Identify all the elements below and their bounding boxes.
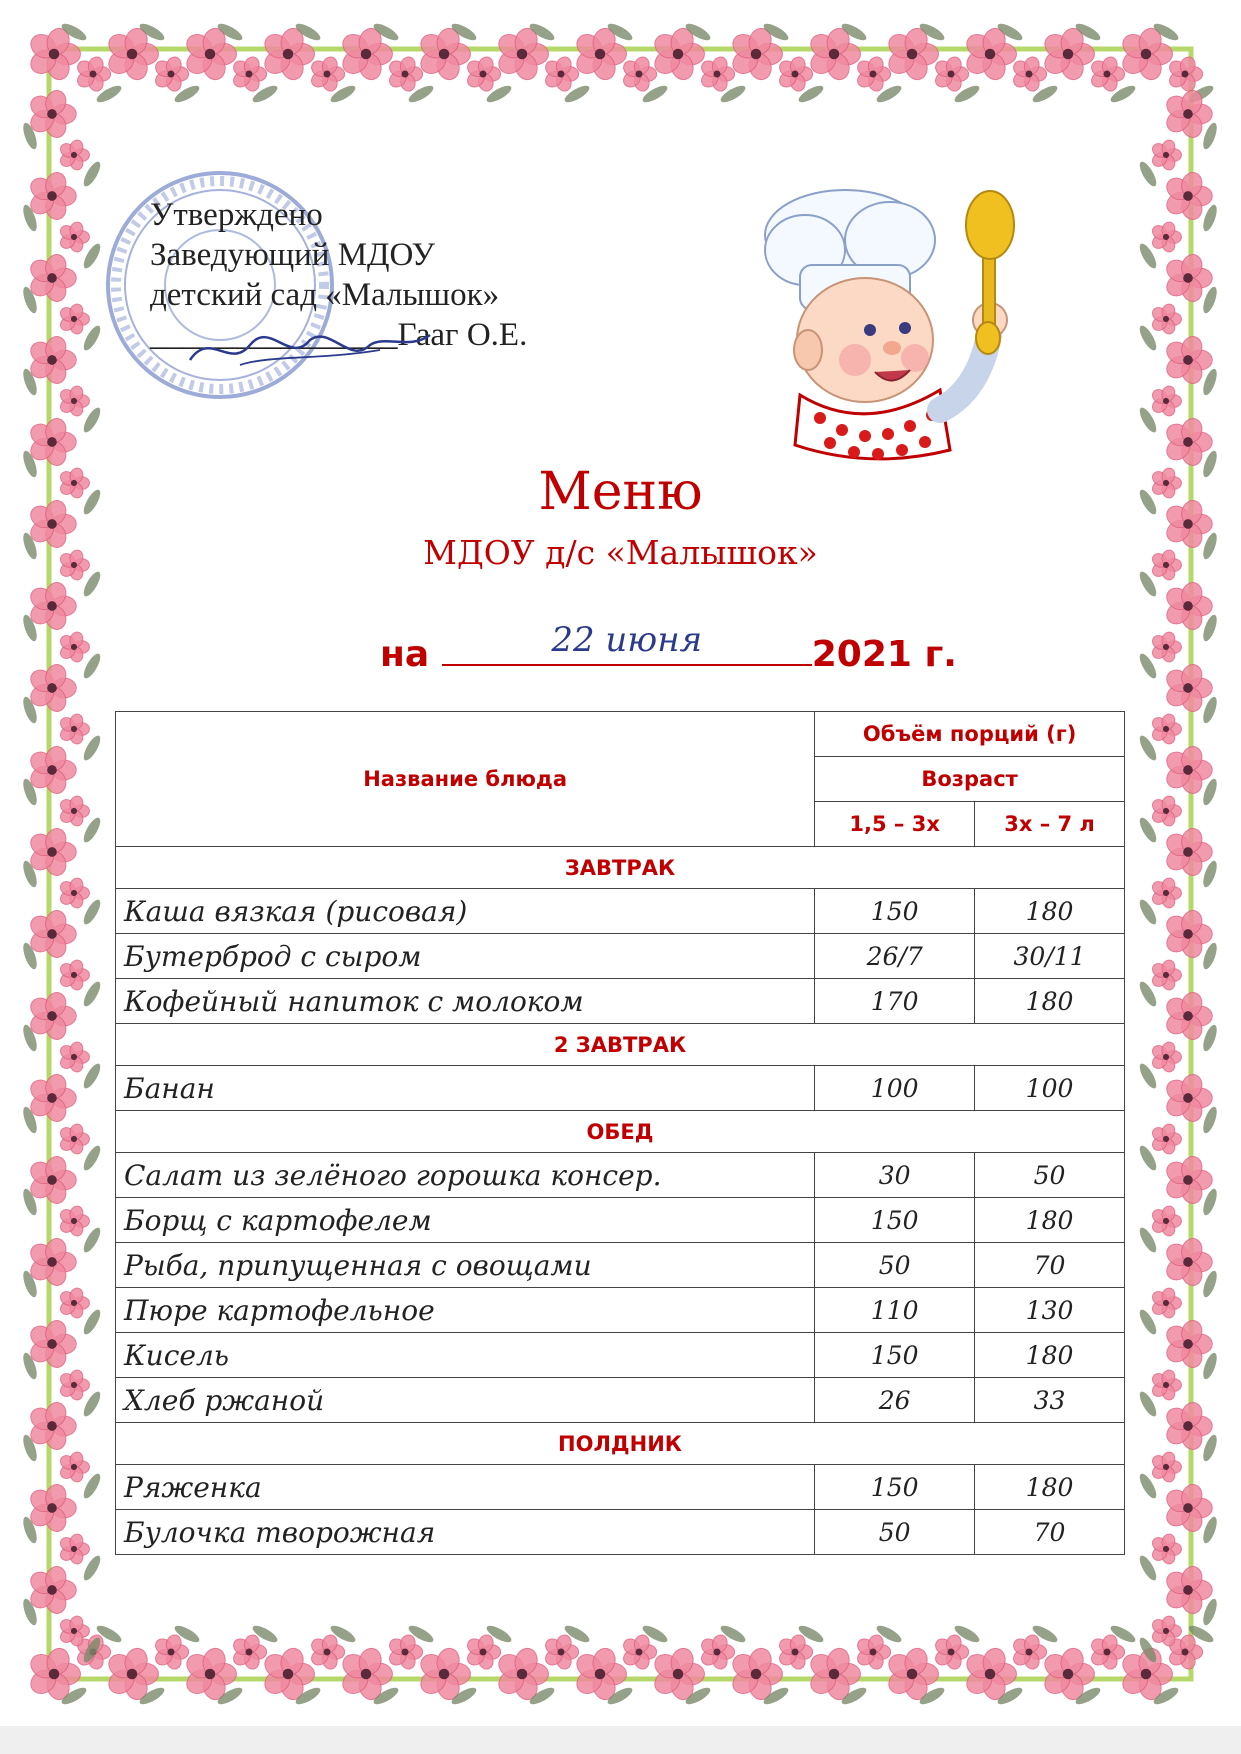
table-row (116, 979, 1125, 1024)
flower (1150, 220, 1182, 253)
table-header-row (116, 712, 1125, 757)
portion-old-cell: 180 (975, 1465, 1125, 1510)
dish-name-cell: Рыба, припущенная с овощами (116, 1243, 815, 1288)
portion-young-cell: 26 (815, 1378, 975, 1423)
table-row (116, 1153, 1125, 1198)
portion-young-cell: 150 (815, 1198, 975, 1243)
flower (309, 1633, 345, 1671)
flower (58, 712, 90, 745)
leaf (81, 1225, 104, 1254)
flower (1150, 1532, 1182, 1565)
chef-illustration (750, 180, 1080, 480)
table-row (116, 1243, 1125, 1288)
leaf (81, 1061, 104, 1090)
leaf (1201, 1105, 1220, 1135)
leaf (1201, 121, 1220, 151)
flower (1163, 1154, 1213, 1206)
leaf (81, 815, 104, 844)
leaf (81, 405, 104, 434)
leaf (1201, 367, 1220, 397)
flower (1163, 580, 1213, 632)
flower (1150, 1040, 1182, 1073)
leaf (1201, 1187, 1220, 1217)
flower (933, 55, 969, 93)
table-row (116, 1333, 1125, 1378)
dish-name-cell: Салат из зелёного горошка консер. (116, 1153, 815, 1198)
leaf (1201, 941, 1220, 971)
flower (621, 1633, 657, 1671)
flower (1150, 384, 1182, 417)
flower (699, 55, 735, 93)
portion-young-cell: 150 (815, 1465, 975, 1510)
flower (465, 1633, 501, 1671)
leaf (1201, 285, 1220, 315)
flower (1150, 876, 1182, 909)
flower (27, 826, 77, 878)
flower (1163, 334, 1213, 386)
dish-name-cell: Бутерброд с сыром (116, 934, 815, 979)
flower (1150, 794, 1182, 827)
flower (1089, 55, 1125, 93)
portion-old-cell: 180 (975, 1198, 1125, 1243)
flower (855, 55, 891, 93)
flower (58, 630, 90, 663)
header-age-old: 3х – 7 л (975, 802, 1125, 847)
flower (1150, 1368, 1182, 1401)
table-row (116, 1378, 1125, 1423)
header-age-young: 1,5 – 3х (815, 802, 975, 847)
flower (1011, 1633, 1047, 1671)
flower (27, 990, 77, 1042)
flower (27, 252, 77, 304)
flower (1163, 170, 1213, 222)
flower (58, 1450, 90, 1483)
portion-old-cell: 70 (975, 1510, 1125, 1555)
portion-young-cell: 150 (815, 889, 975, 934)
flower (933, 1633, 969, 1671)
flower (1163, 1482, 1213, 1534)
approval-line-approved: Утверждено (150, 197, 323, 233)
flower (75, 55, 111, 93)
dish-name-cell: Пюре картофельное (116, 1288, 815, 1333)
flower (231, 55, 267, 93)
portion-old-cell: 180 (975, 1333, 1125, 1378)
portion-old-cell: 33 (975, 1378, 1125, 1423)
dish-name-cell: Кофейный напиток с молоком (116, 979, 815, 1024)
flower (1163, 1318, 1213, 1370)
date-blank (442, 620, 812, 666)
portion-old-cell: 130 (975, 1288, 1125, 1333)
section-row (116, 847, 1125, 889)
flower (58, 1122, 90, 1155)
flower (1163, 744, 1213, 796)
flower (1163, 826, 1213, 878)
menu-title: Меню (538, 462, 703, 522)
flower (27, 1482, 77, 1534)
leaf (1201, 1023, 1220, 1053)
menu-table (115, 711, 1125, 1555)
leaf (1201, 777, 1220, 807)
flower (1150, 1450, 1182, 1483)
flower (777, 1633, 813, 1671)
flower (58, 1204, 90, 1237)
portion-old-cell: 70 (975, 1243, 1125, 1288)
leaf (81, 1307, 104, 1336)
flower (58, 794, 90, 827)
menu-date-line (380, 620, 957, 675)
flower (1163, 416, 1213, 468)
flower (543, 55, 579, 93)
flower (1163, 1400, 1213, 1452)
section-row (116, 1024, 1125, 1066)
dish-name-cell: Каша вязкая (рисовая) (116, 889, 815, 934)
flower (27, 1154, 77, 1206)
flower (1089, 1633, 1125, 1671)
leaf (1201, 1597, 1220, 1627)
flower (27, 416, 77, 468)
date-prefix: на (380, 634, 430, 675)
flower (387, 55, 423, 93)
flower (27, 908, 77, 960)
flower (153, 55, 189, 93)
flower (58, 1286, 90, 1319)
date-handwritten: 22 июня (551, 620, 703, 660)
portion-old-cell: 180 (975, 979, 1125, 1024)
flower (1163, 1236, 1213, 1288)
flower (1150, 630, 1182, 663)
flower (27, 334, 77, 386)
flower (1011, 55, 1047, 93)
section-title: ЗАВТРАК (116, 847, 1125, 889)
portion-young-cell: 170 (815, 979, 975, 1024)
portion-young-cell: 100 (815, 1066, 975, 1111)
flower (1150, 1204, 1182, 1237)
portion-young-cell: 150 (815, 1333, 975, 1378)
leaf (81, 651, 104, 680)
flower (27, 580, 77, 632)
signature-blank: _______________ (150, 317, 398, 353)
table-row (116, 1288, 1125, 1333)
flower (27, 1564, 77, 1616)
dish-name-cell: Хлеб ржаной (116, 1378, 815, 1423)
dish-name-cell: Ряженка (116, 1465, 815, 1510)
section-title: ПОЛДНИК (116, 1423, 1125, 1465)
flower (58, 1040, 90, 1073)
portion-old-cell: 180 (975, 889, 1125, 934)
flower (1163, 990, 1213, 1042)
flower (699, 1633, 735, 1671)
flower (58, 138, 90, 171)
flower (1150, 1122, 1182, 1155)
flower (1150, 138, 1182, 171)
section-title: ОБЕД (116, 1111, 1125, 1153)
table-row (116, 1465, 1125, 1510)
page-bottom-margin (0, 1726, 1241, 1754)
section-row (116, 1111, 1125, 1153)
flower (543, 1633, 579, 1671)
flower (27, 88, 77, 140)
flower (1163, 252, 1213, 304)
flower (58, 220, 90, 253)
flower (465, 55, 501, 93)
portion-old-cell: 50 (975, 1153, 1125, 1198)
flower (153, 1633, 189, 1671)
flower (231, 1633, 267, 1671)
flower (27, 1236, 77, 1288)
flower (27, 662, 77, 714)
flower (387, 1633, 423, 1671)
flower (58, 1532, 90, 1565)
leaf (81, 1143, 104, 1172)
flower (58, 876, 90, 909)
flower (27, 1400, 77, 1452)
section-title: 2 ЗАВТРАК (116, 1024, 1125, 1066)
table-row (116, 1510, 1125, 1555)
flower (27, 1318, 77, 1370)
flower (27, 744, 77, 796)
leaf (81, 1471, 104, 1500)
flower (27, 170, 77, 222)
approval-line-position: Заведующий МДОУ (150, 237, 435, 273)
handwritten-signature (180, 320, 440, 380)
leaf (1201, 1351, 1220, 1381)
leaf (1201, 613, 1220, 643)
flower (309, 55, 345, 93)
leaf (81, 733, 104, 762)
table-row (116, 1198, 1125, 1243)
dish-name-cell: Банан (116, 1066, 815, 1111)
flower (1150, 958, 1182, 991)
flower (1167, 55, 1203, 93)
leaf (81, 1553, 104, 1582)
leaf (81, 1389, 104, 1418)
header-dish-name: Название блюда (116, 712, 815, 847)
leaf (1201, 695, 1220, 725)
approval-line-org: детский сад «Малышок» (150, 277, 500, 313)
dish-name-cell: Булочка творожная (116, 1510, 815, 1555)
leaf (81, 897, 104, 926)
portion-young-cell: 30 (815, 1153, 975, 1198)
leaf (1201, 1515, 1220, 1545)
leaf (81, 979, 104, 1008)
director-name: Гааг О.Е. (397, 317, 528, 353)
dish-name-cell: Борщ с картофелем (116, 1198, 815, 1243)
menu-subtitle: МДОУ д/с «Малышок» (423, 533, 818, 572)
portion-young-cell: 50 (815, 1243, 975, 1288)
flower (1163, 662, 1213, 714)
table-row (116, 889, 1125, 934)
leaf (1201, 859, 1220, 889)
leaf (81, 569, 104, 598)
flower (855, 1633, 891, 1671)
flower (27, 1072, 77, 1124)
portion-old-cell: 100 (975, 1066, 1125, 1111)
flower (1163, 908, 1213, 960)
portion-old-cell: 30/11 (975, 934, 1125, 979)
flower (1150, 302, 1182, 335)
flower (58, 1368, 90, 1401)
portion-young-cell: 50 (815, 1510, 975, 1555)
flower (777, 55, 813, 93)
flower (621, 55, 657, 93)
table-row (116, 934, 1125, 979)
flower (1150, 712, 1182, 745)
flower (1163, 1564, 1213, 1616)
leaf (1201, 1433, 1220, 1463)
leaf (1201, 203, 1220, 233)
flower (58, 302, 90, 335)
section-row (116, 1423, 1125, 1465)
portion-young-cell: 110 (815, 1288, 975, 1333)
flower (1150, 1286, 1182, 1319)
leaf (1201, 1269, 1220, 1299)
table-row (116, 1066, 1125, 1111)
date-suffix: 2021 г. (811, 634, 957, 675)
portion-young-cell: 26/7 (815, 934, 975, 979)
flower (58, 384, 90, 417)
flower (58, 958, 90, 991)
dish-name-cell: Кисель (116, 1333, 815, 1378)
header-portion-size: Объём порций (г) (815, 712, 1125, 757)
header-age: Возраст (815, 757, 1125, 802)
flower (1163, 1072, 1213, 1124)
